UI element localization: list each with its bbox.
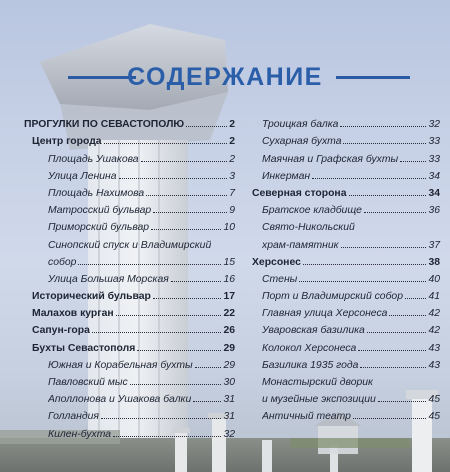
- toc-entry: [252, 199, 440, 216]
- toc-entry: [24, 319, 235, 336]
- toc-entry-page-number: 38: [428, 256, 440, 268]
- toc-entry-title: Улица Ленина: [48, 170, 117, 182]
- toc-entry-title: Сапун-гора: [32, 325, 90, 337]
- toc-entry-page-number: 32: [428, 119, 440, 131]
- toc-entry-title: Площадь Ушакова: [48, 153, 139, 165]
- toc-entry: [252, 147, 440, 164]
- toc-entry: [24, 147, 235, 164]
- dot-leader: [92, 332, 222, 333]
- toc-entry-title: Стены: [262, 273, 298, 285]
- toc-entry: [24, 182, 235, 199]
- dot-leader: [341, 247, 427, 248]
- toc-entry-page-number: 42: [428, 308, 440, 320]
- toc-entry-title: Северная сторона: [252, 187, 347, 199]
- toc-entry-title: Павловский мыс: [48, 377, 128, 388]
- dot-leader: [193, 401, 221, 402]
- toc-entry-title: Порт и Владимирский собор: [262, 291, 403, 303]
- toc-entry-page-number: 31: [223, 394, 235, 406]
- toc-entry: [24, 268, 235, 285]
- toc-entry-title: Килен-бухта: [48, 428, 112, 440]
- toc-entry: [24, 405, 235, 422]
- toc-entry-page-number: 22: [223, 308, 235, 320]
- page-title: СОДЕРЖАНИЕ: [127, 63, 323, 91]
- heading-block: [0, 62, 450, 92]
- toc-entry-title: Голландия: [48, 411, 99, 423]
- toc-entry-page-number: 45: [428, 394, 440, 406]
- toc-entry-page-number: 37: [428, 239, 440, 251]
- toc-entry: [252, 130, 440, 147]
- toc-entry: [252, 405, 440, 422]
- toc-entry-page-number: 34: [428, 187, 440, 199]
- dot-leader: [101, 418, 222, 419]
- toc-entry: [24, 388, 235, 405]
- dot-leader: [299, 281, 426, 282]
- toc-entry-title: Бухты Севастополя: [32, 342, 136, 354]
- dot-leader: [367, 332, 427, 333]
- toc-entry: [252, 268, 440, 285]
- dot-leader: [78, 264, 221, 265]
- dot-leader: [378, 401, 427, 402]
- toc-entry-title: Свято-Никольский: [262, 222, 355, 234]
- toc-entry: [252, 165, 440, 182]
- toc-entry-page-number: 36: [428, 205, 440, 217]
- dot-leader: [153, 298, 222, 299]
- toc-entry: [24, 336, 235, 353]
- toc-entry-title: ПРОГУЛКИ ПО СЕВАСТОПОЛЮ: [24, 119, 185, 131]
- toc-entry-title: Аполлонова и Ушакова балки: [48, 394, 192, 406]
- dot-leader: [353, 418, 427, 419]
- toc-entry: [252, 216, 440, 233]
- toc-entry-page-number: 9: [229, 205, 235, 217]
- toc-entry-title: Малахов курган: [32, 308, 114, 320]
- dot-leader: [186, 126, 227, 127]
- toc-entry: [24, 113, 235, 130]
- toc-entry-page-number: 26: [223, 325, 235, 337]
- toc-entry-title: Сухарная бухта: [262, 136, 342, 148]
- toc-entry-page-number: 43: [428, 342, 440, 354]
- toc-entry-title: Главная улица Херсонеса: [262, 308, 388, 320]
- toc-entry-page-number: 2: [229, 136, 235, 148]
- dot-leader: [360, 367, 426, 368]
- toc-entry: [252, 336, 440, 353]
- toc-entry-page-number: 45: [428, 411, 440, 423]
- dot-leader: [104, 143, 228, 144]
- toc-entry: [252, 319, 440, 336]
- dot-leader: [116, 315, 222, 316]
- dot-leader: [340, 126, 426, 127]
- toc-entry-page-number: 29: [223, 359, 235, 371]
- toc-entry: [24, 422, 235, 439]
- dot-leader: [137, 350, 221, 351]
- dot-leader: [113, 436, 221, 437]
- dot-leader: [364, 212, 426, 213]
- toc-entry: [252, 388, 440, 405]
- dot-leader: [130, 384, 222, 385]
- toc-entry-title: Уваровская базилика: [262, 325, 365, 337]
- toc-entry: [252, 233, 440, 250]
- toc-right-column: [252, 113, 440, 422]
- toc-entry-page-number: 29: [223, 342, 235, 354]
- toc-entry-title: Матросский бульвар: [48, 205, 152, 217]
- dot-leader: [349, 195, 427, 196]
- toc-entry-page-number: 15: [223, 256, 235, 268]
- toc-entry-page-number: 2: [229, 153, 235, 165]
- dot-leader: [119, 178, 228, 179]
- toc-entry: [24, 233, 235, 250]
- toc-entry: [252, 354, 440, 371]
- toc-entry-page-number: 34: [428, 170, 440, 182]
- toc-left-column: [24, 113, 235, 440]
- dot-leader: [146, 195, 227, 196]
- dot-leader: [400, 161, 426, 162]
- dot-leader: [195, 367, 222, 368]
- toc-entry-title: Базилика 1935 года: [262, 359, 359, 371]
- toc-entry-page-number: 32: [223, 428, 235, 440]
- toc-entry-title: Южная и Корабельная бухты: [48, 359, 193, 371]
- toc-entry-title: собор: [48, 256, 77, 268]
- toc-entry: [252, 113, 440, 130]
- toc-entry-page-number: 33: [428, 153, 440, 165]
- toc-entry: [24, 371, 235, 388]
- dot-leader: [303, 264, 427, 265]
- toc-entry: [24, 251, 235, 268]
- toc-entry-page-number: 2: [229, 119, 235, 131]
- toc-entry-title: Троицкая балка: [262, 119, 339, 131]
- toc-entry: [252, 182, 440, 199]
- toc-entry: [24, 302, 235, 319]
- toc-entry-page-number: 10: [223, 222, 235, 234]
- toc-entry-page-number: 41: [428, 291, 440, 303]
- toc-entry-page-number: 3: [229, 170, 235, 182]
- toc-entry-title: Синопский спуск и Владимирский: [48, 239, 212, 251]
- toc-entry: [24, 285, 235, 302]
- toc-entry-page-number: 30: [223, 377, 235, 388]
- dot-leader: [151, 229, 221, 230]
- toc-entry-title: Исторический бульвар: [32, 291, 151, 303]
- toc-entry: [24, 130, 235, 147]
- dot-leader: [343, 143, 426, 144]
- toc-entry: [24, 199, 235, 216]
- toc-entry-title: Братское кладбище: [262, 205, 362, 217]
- toc-entry-page-number: 40: [428, 273, 440, 285]
- toc-entry-page-number: 7: [229, 187, 235, 199]
- toc-entry-title: Инкерман: [262, 170, 311, 182]
- dot-leader: [171, 281, 222, 282]
- toc-entry-title: Центр города: [32, 136, 102, 148]
- dot-leader: [358, 350, 426, 351]
- toc-entry: [252, 251, 440, 268]
- dot-leader: [389, 315, 426, 316]
- dot-leader: [141, 161, 228, 162]
- toc-entry-page-number: 17: [223, 291, 235, 303]
- toc-entry-title: храм-памятник: [262, 239, 339, 251]
- toc-entry-title: Улица Большая Морская: [48, 273, 169, 285]
- toc-entry-title: Приморский бульвар: [48, 222, 150, 234]
- toc-entry-page-number: 31: [223, 411, 235, 423]
- dot-leader: [405, 298, 426, 299]
- toc-entry: [24, 354, 235, 371]
- toc-entry: [252, 371, 440, 388]
- toc-entry-title: Херсонес: [252, 256, 301, 268]
- toc-entry-page-number: 43: [428, 359, 440, 371]
- toc-entry-page-number: 33: [428, 136, 440, 148]
- toc-entry-title: Античный театр: [262, 411, 351, 423]
- toc-entry-page-number: 16: [223, 273, 235, 285]
- toc-entry-page-number: 42: [428, 325, 440, 337]
- toc-entry-title: Монастырский дворик: [262, 377, 373, 388]
- dot-leader: [312, 178, 426, 179]
- toc-entry: [252, 285, 440, 302]
- toc-entry: [24, 216, 235, 233]
- toc-entry-title: Площадь Нахимова: [48, 187, 145, 199]
- toc-entry: [252, 302, 440, 319]
- toc-entry-title: Маячная и Графская бухты: [262, 153, 399, 165]
- toc-entry-title: Колокол Херсонеса: [262, 342, 357, 354]
- toc-entry-title: и музейные экспозиции: [262, 394, 376, 406]
- dot-leader: [153, 212, 227, 213]
- toc-entry: [24, 165, 235, 182]
